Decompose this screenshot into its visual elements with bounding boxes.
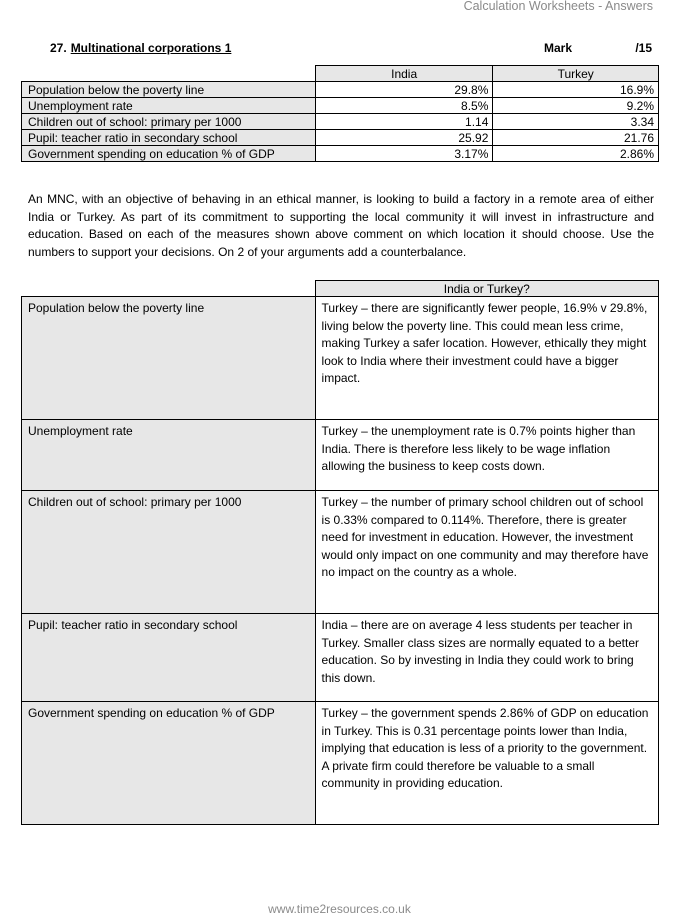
india-value: 25.92 <box>315 130 493 146</box>
table-row <box>22 420 659 491</box>
india-value: 29.8% <box>315 82 493 98</box>
measure-label: Pupil: teacher ratio in secondary school <box>22 614 316 702</box>
india-value: 3.17% <box>315 146 493 162</box>
question-title <box>50 41 231 55</box>
answer-text: India – there are on average 4 less students per teacher in Turkey. Smaller class sizes are normally equated to a better education. So by investing in India they could work to bring this down. <box>315 614 658 702</box>
measure-label: Children out of school: primary per 1000 <box>22 491 316 614</box>
india-value: 1.14 <box>315 114 493 130</box>
turkey-value: 16.9% <box>493 82 659 98</box>
turkey-value: 2.86% <box>493 146 659 162</box>
row-label: Children out of school: primary per 1000 <box>22 114 316 130</box>
header-blank-cell <box>22 281 316 297</box>
question-title-row <box>50 41 652 57</box>
data-table-header <box>22 66 659 82</box>
answer-table-header <box>22 281 659 297</box>
answer-text: Turkey – the number of primary school children out of school is 0.33% compared to 0.114%. Therefore, there is greater need for investment in education. However, the investment would only impact on one community and may therefore have no impact on the country as a whole. <box>315 491 658 614</box>
table-row <box>22 614 659 702</box>
column-header-india: India <box>315 66 493 82</box>
data-table <box>21 65 659 162</box>
row-label: Government spending on education % of GDP <box>22 146 316 162</box>
table-row <box>22 98 659 114</box>
india-value: 8.5% <box>315 98 493 114</box>
turkey-value: 3.34 <box>493 114 659 130</box>
page-header: Calculation Worksheets - Answers <box>463 0 653 13</box>
answer-text: Turkey – the government spends 2.86% of GDP on education in Turkey. This is 0.31 percentage points lower than India, implying that education is less of a priority to the government. A private firm could therefore be valuable to a small community in providing education. <box>315 702 658 825</box>
column-header-turkey: Turkey <box>493 66 659 82</box>
question-title-text: Multinational corporations 1 <box>70 41 232 55</box>
row-label: Population below the poverty line <box>22 82 316 98</box>
table-row <box>22 297 659 420</box>
mark-label: Mark <box>544 41 573 55</box>
answer-text: Turkey – the unemployment rate is 0.7% points higher than India. There is therefore less likely to be wage inflation allowing the business to keep costs down. <box>315 420 658 491</box>
header-blank-cell <box>22 66 316 82</box>
row-label: Unemployment rate <box>22 98 316 114</box>
measure-label: Government spending on education % of GDP <box>22 702 316 825</box>
answer-text: Turkey – there are significantly fewer people, 16.9% v 29.8%, living below the poverty line. This could mean less crime, making Turkey a safer location. However, ethically they might look to India where their investment could have a bigger impact. <box>315 297 658 420</box>
table-row <box>22 702 659 825</box>
answer-table <box>21 280 659 825</box>
mark-total: /15 <box>635 41 652 55</box>
table-row <box>22 491 659 614</box>
measure-label: Unemployment rate <box>22 420 316 491</box>
measure-label: Population below the poverty line <box>22 297 316 420</box>
instructions-paragraph: An MNC, with an objective of behaving in an ethical manner, is looking to build a factory in a remote area of either India or Turkey. As part of its commitment to supporting the local community it will invest in infrastructure and education. Based on each of the measures shown above comment on which location it should choose. Use the numbers to support your decisions. On 2 of your arguments add a counterbalance. <box>28 192 654 259</box>
table-row <box>22 146 659 162</box>
table-row <box>22 130 659 146</box>
row-label: Pupil: teacher ratio in secondary school <box>22 130 316 146</box>
page-footer: www.time2resources.co.uk <box>268 902 411 916</box>
turkey-value: 9.2% <box>493 98 659 114</box>
table-row <box>22 82 659 98</box>
column-header-choice: India or Turkey? <box>315 281 658 297</box>
question-number: 27. <box>50 41 67 55</box>
turkey-value: 21.76 <box>493 130 659 146</box>
table-row <box>22 114 659 130</box>
